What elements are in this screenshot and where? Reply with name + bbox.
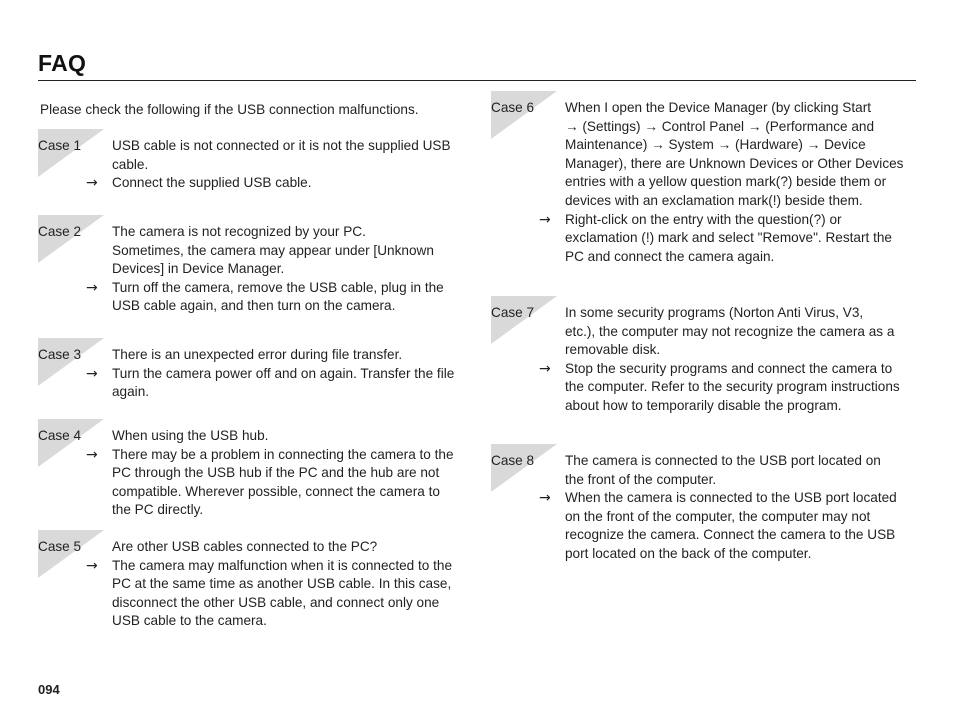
- solution-line: [112, 297, 468, 316]
- solution-text: exclamation (!) mark and select "Remove". Restart the: [565, 230, 892, 246]
- case-label: Case 2: [38, 224, 82, 239]
- case-body: [86, 137, 468, 193]
- problem-line: Manager), there are Unknown Devices or Other Devices: [565, 155, 904, 171]
- solution-line: [565, 229, 921, 248]
- page-title: FAQ: [38, 50, 87, 76]
- case-body: [539, 99, 921, 266]
- case-body: [539, 452, 921, 564]
- problem-line: In some security programs (Norton Anti Virus, V3,: [565, 305, 864, 320]
- arrow-icon: →: [86, 557, 98, 574]
- arrow-icon: →: [86, 446, 98, 463]
- solution-text: USB cable to the camera.: [112, 613, 267, 629]
- problem-line: Are other USB cables connected to the PC?: [112, 539, 378, 554]
- solution-text: PC and connect the camera again.: [565, 248, 775, 264]
- problem-line: devices with an exclamation mark(!) beside them.: [565, 192, 863, 208]
- solution-line: [86, 365, 468, 384]
- solution-text: USB cable again, and then turn on the camera.: [112, 298, 396, 314]
- case-label: Case 5: [38, 539, 82, 554]
- problem-line: the front of the computer.: [565, 471, 717, 487]
- solution-line: [539, 489, 921, 508]
- solution-line: [565, 397, 921, 416]
- solution-text: the computer. Refer to the security program instructions: [565, 379, 900, 395]
- arrow-icon: →: [539, 360, 551, 377]
- solution-line: [86, 174, 468, 193]
- solution-text: on the front of the computer, the computer may not: [565, 508, 871, 524]
- case-label: Case 4: [38, 428, 82, 443]
- solution-text: Turn the camera power off and on again. Transfer the file: [112, 365, 455, 381]
- solution-line: [112, 383, 468, 402]
- solution-text: Turn off the camera, remove the USB cable, plug in the: [112, 279, 444, 295]
- page-number: 094: [38, 682, 60, 697]
- solution-line: [86, 446, 468, 465]
- problem-line: The camera is not recognized by your PC.: [112, 224, 366, 239]
- solution-text: PC through the USB hub if the PC and the hub are not: [112, 465, 440, 481]
- solution-line: [112, 575, 468, 594]
- solution-line: [565, 545, 921, 564]
- arrow-icon: →: [86, 365, 98, 382]
- solution-text: recognize the camera. Connect the camera to the USB: [565, 527, 896, 543]
- arrow-icon: →: [86, 279, 98, 296]
- problem-line: etc.), the computer may not recognize the camera as a: [565, 323, 895, 339]
- solution-text: PC at the same time as another USB cable. In this case,: [112, 576, 452, 592]
- solution-text: about how to temporarily disable the program.: [565, 397, 842, 413]
- solution-line: [112, 501, 468, 520]
- problem-line: Sometimes, the camera may appear under [Unknown: [112, 242, 434, 258]
- solution-line: [565, 248, 921, 267]
- solution-text: Connect the supplied USB cable.: [112, 175, 312, 191]
- solution-text: Stop the security programs and connect the camera to: [565, 360, 893, 376]
- problem-line: removable disk.: [565, 342, 661, 358]
- solution-text: again.: [112, 384, 150, 400]
- solution-line: [539, 360, 921, 379]
- problem-line: cable.: [112, 156, 149, 172]
- solution-text: disconnect the other USB cable, and connect only one: [112, 594, 440, 610]
- solution-text: When the camera is connected to the USB port located: [565, 490, 897, 506]
- solution-text: compatible. Wherever possible, connect the camera to: [112, 483, 440, 499]
- case-label: Case 8: [491, 453, 535, 468]
- intro-text: Please check the following if the USB connection malfunctions.: [40, 102, 419, 117]
- solution-line: [112, 612, 468, 631]
- solution-line: [112, 464, 468, 483]
- case-label: Case 1: [38, 138, 82, 153]
- case-body: [86, 223, 468, 316]
- solution-line: [539, 211, 921, 230]
- title-divider: [38, 80, 916, 81]
- solution-line: [565, 508, 921, 527]
- problem-line: USB cable is not connected or it is not the supplied USB: [112, 138, 451, 153]
- problem-line: Maintenance) → System → (Hardware) → Device: [565, 137, 866, 153]
- solution-text: Right-click on the entry with the question(?) or: [565, 211, 842, 227]
- problem-line: When using the USB hub.: [112, 428, 269, 443]
- solution-line: [86, 557, 468, 576]
- case-label: Case 6: [491, 100, 535, 115]
- solution-line: [565, 378, 921, 397]
- problem-line: entries with a yellow question mark(?) beside them or: [565, 174, 887, 190]
- solution-line: [112, 483, 468, 502]
- problem-line: → (Settings) → Control Panel → (Performance and: [565, 118, 875, 134]
- solution-text: The camera may malfunction when it is connected to the: [112, 557, 453, 573]
- problem-line: Devices] in Device Manager.: [112, 261, 285, 277]
- case-label: Case 7: [491, 305, 535, 320]
- case-body: [86, 427, 468, 520]
- arrow-icon: →: [86, 175, 98, 192]
- problem-line: The camera is connected to the USB port located on: [565, 453, 881, 468]
- problem-line: There is an unexpected error during file transfer.: [112, 347, 403, 362]
- solution-text: There may be a problem in connecting the camera to the: [112, 446, 454, 462]
- case-body: [86, 538, 468, 631]
- case-label: Case 3: [38, 347, 82, 362]
- solution-text: port located on the back of the computer.: [565, 545, 812, 561]
- solution-line: [86, 279, 468, 298]
- case-body: [86, 346, 468, 402]
- case-body: [539, 304, 921, 416]
- problem-line: When I open the Device Manager (by clicking Start: [565, 100, 872, 115]
- arrow-icon: →: [539, 490, 551, 507]
- arrow-icon: →: [539, 211, 551, 228]
- solution-text: the PC directly.: [112, 502, 204, 518]
- solution-line: [565, 526, 921, 545]
- solution-line: [112, 594, 468, 613]
